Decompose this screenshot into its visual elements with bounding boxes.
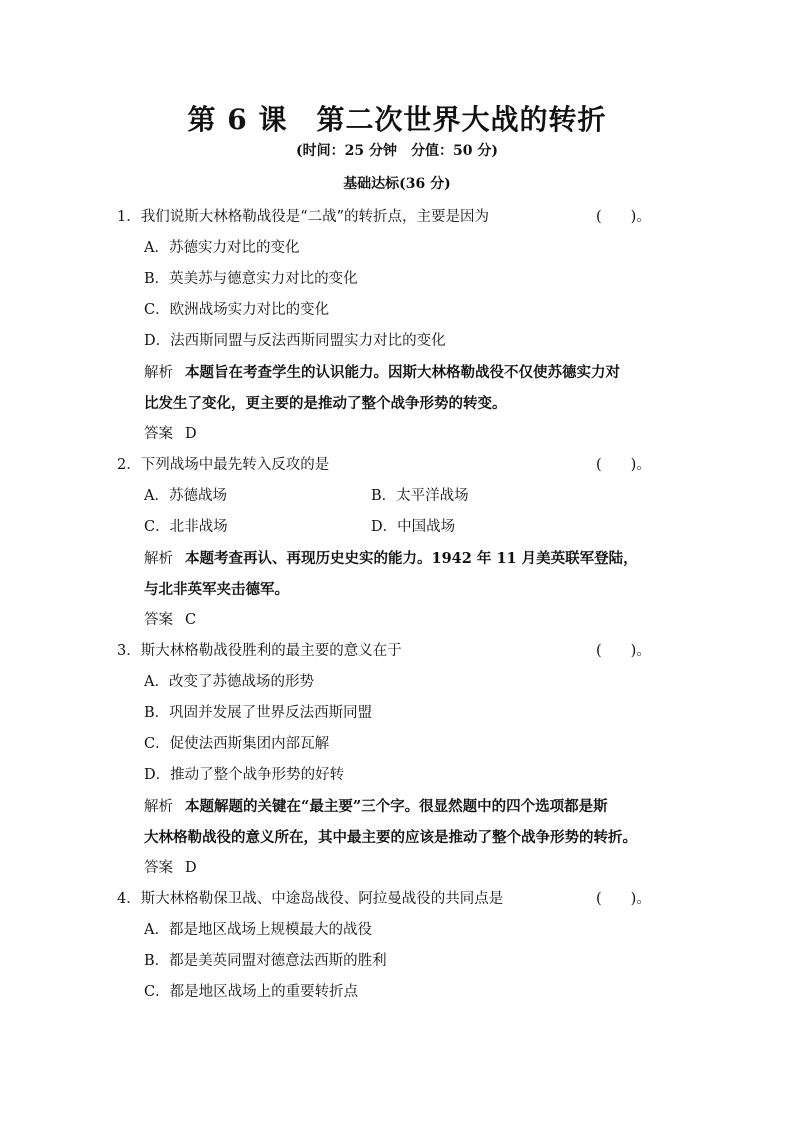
option: B．都是美英同盟对德意法西斯的胜利 xyxy=(144,953,387,969)
analysis-line: 解析 本题考查再认、再现历史史实的能力。1942 年 11 月美英联军登陆， xyxy=(144,550,638,567)
option: B．英美苏与德意实力对比的变化 xyxy=(144,271,358,287)
option: D．推动了整个战争形势的好转 xyxy=(144,767,345,783)
page-title: 第 6 课 第二次世界大战的转折 xyxy=(187,103,607,136)
analysis-line: 与北非英军夹击德军。 xyxy=(144,581,289,598)
answer-blank: ( )。 xyxy=(596,209,651,225)
option: C．欧洲战场实力对比的变化 xyxy=(144,302,330,318)
answer-line xyxy=(117,419,687,450)
question-3-stem: 3．斯大林格勒战役胜利的最主要的意义在于 ( )。 xyxy=(117,636,687,667)
answer-blank: ( )。 xyxy=(596,643,651,659)
option: C．促使法西斯集团内部瓦解 xyxy=(144,736,330,752)
answer-value: D xyxy=(185,860,197,876)
answer-label: 答案 xyxy=(144,612,173,628)
option: B．太平洋战场 xyxy=(371,488,469,504)
option: C．北非战场 xyxy=(144,519,228,535)
option: B．巩固并发展了世界反法西斯同盟 xyxy=(144,705,373,721)
question-1-stem: 1．我们说斯大林格勒战役是“二战”的转折点，主要是因为 ( )。 xyxy=(117,202,687,233)
option: A．都是地区战场上规模最大的战役 xyxy=(144,922,372,938)
option: A．苏德战场 xyxy=(144,488,227,504)
option: D．中国战场 xyxy=(371,519,456,535)
analysis-label: 解析 xyxy=(144,799,173,815)
answer-blank: ( )。 xyxy=(596,457,651,473)
analysis-label: 解析 xyxy=(144,551,173,567)
section-heading: 基础达标(36 分) xyxy=(343,176,451,192)
page-subtitle: (时间：25 分钟 分值：50 分) xyxy=(296,143,498,159)
question-4-stem: 4．斯大林格勒保卫战、中途岛战役、阿拉曼战役的共同点是 ( )。 xyxy=(117,884,687,915)
analysis-label: 解析 xyxy=(144,365,173,381)
option: A．改变了苏德战场的形势 xyxy=(144,674,314,690)
option-row xyxy=(117,512,687,543)
analysis-line: 解析 本题旨在考查学生的认识能力。因斯大林格勒战役不仅使苏德实力对 xyxy=(144,364,620,381)
option: D．法西斯同盟与反法西斯同盟实力对比的变化 xyxy=(144,333,446,349)
option-row xyxy=(117,481,687,512)
question-2-stem: 2．下列战场中最先转入反攻的是 ( )。 xyxy=(117,450,687,481)
option: A．苏德实力对比的变化 xyxy=(144,240,300,256)
answer-label: 答案 xyxy=(144,426,173,442)
answer-line xyxy=(117,853,687,884)
analysis-line: 大林格勒战役的意义所在，其中最主要的应该是推动了整个战争形势的转折。 xyxy=(144,829,637,846)
analysis-line: 解析 本题解题的关键在“最主要”三个字。很显然题中的四个选项都是斯 xyxy=(144,798,608,815)
answer-label: 答案 xyxy=(144,860,173,876)
answer-value: D xyxy=(185,426,197,442)
answer-value: C xyxy=(185,612,197,628)
option: C．都是地区战场上的重要转折点 xyxy=(144,984,359,1000)
analysis-line: 比发生了变化，更主要的是推动了整个战争形势的转变。 xyxy=(144,395,507,412)
answer-blank: ( )。 xyxy=(596,891,651,907)
answer-line xyxy=(117,605,687,636)
question-list xyxy=(117,202,687,1008)
